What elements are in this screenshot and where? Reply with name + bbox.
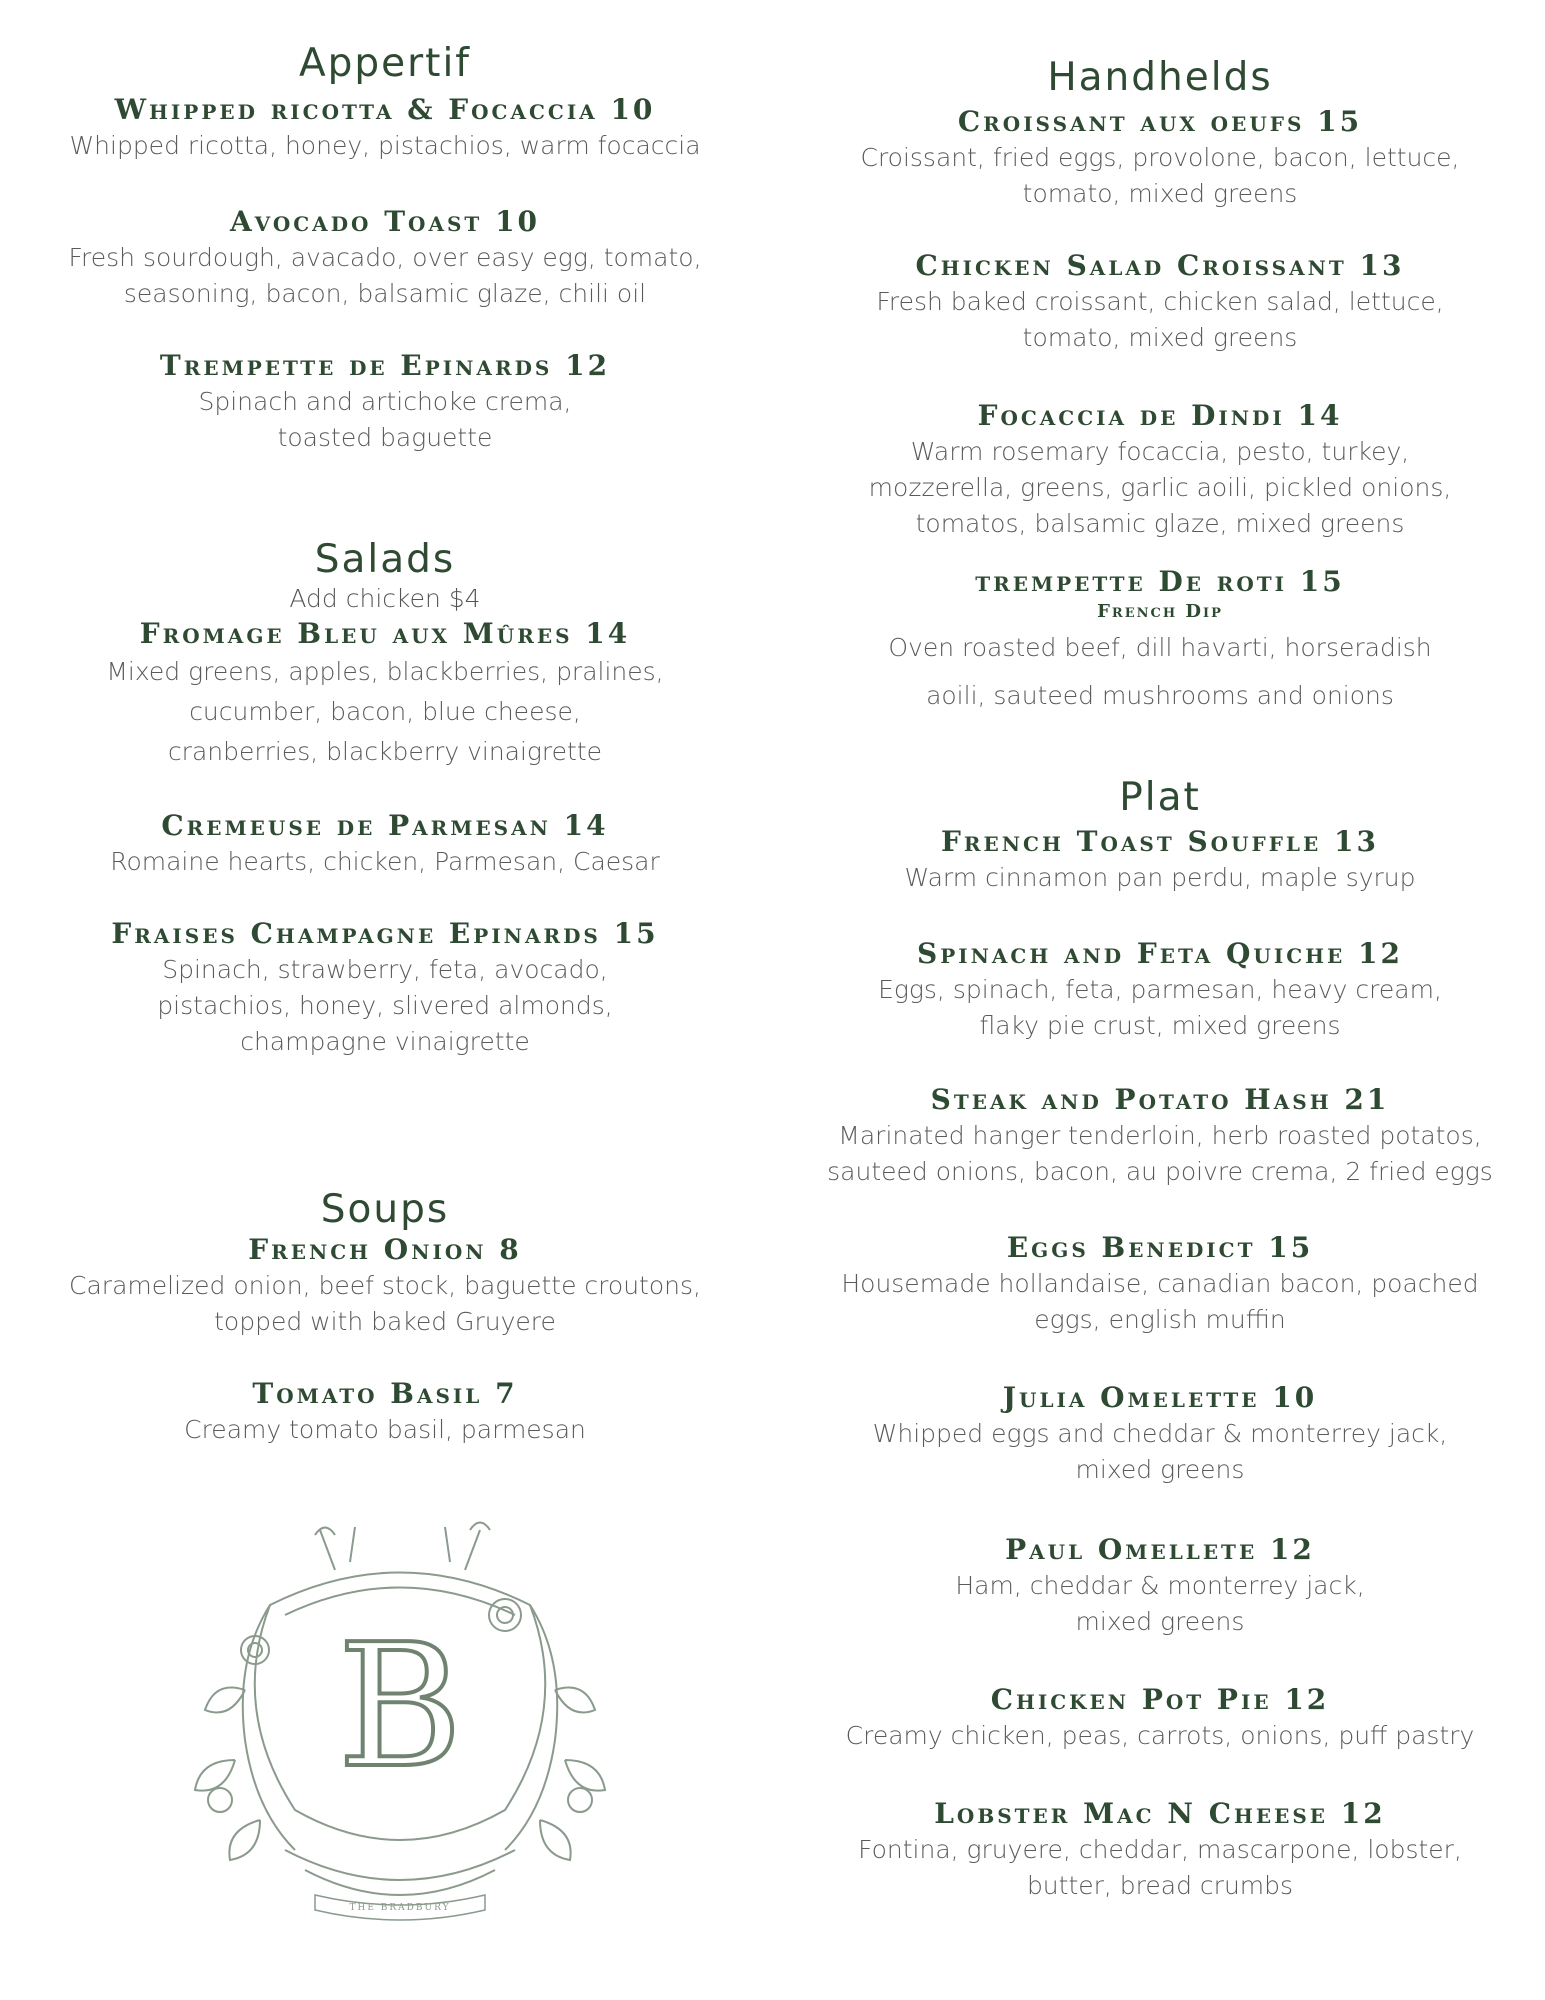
item-subtitle: French Dip <box>1097 601 1223 622</box>
item-name: Julia Omelette 10 <box>1002 1381 1318 1414</box>
item-description: Fresh sourdough, avacado, over easy egg, tomato, seasoning, bacon, balsamic glaze, chili oil <box>68 243 702 308</box>
item-description: Whipped ricotta, honey, pistachios, warm focaccia <box>69 131 701 160</box>
menu-item <box>800 936 1520 1044</box>
item-name: Avocado Toast 10 <box>229 205 541 238</box>
item-description: Creamy chicken, peas, carrots, onions, puff pastry <box>845 1721 1475 1750</box>
menu-item <box>40 1376 730 1448</box>
menu-item <box>800 248 1520 356</box>
item-name: Fromage Bleu aux Mûres 14 <box>139 617 631 650</box>
item-description: Spinach and artichoke crema, toasted baguette <box>198 387 572 452</box>
menu-item <box>40 616 730 772</box>
menu-item <box>800 1796 1520 1904</box>
item-description: Romaine hearts, chicken, Parmesan, Caesar <box>110 847 660 876</box>
section-note: Add chicken $4 <box>289 584 481 613</box>
item-name: Chicken Salad Croissant 13 <box>915 249 1405 282</box>
menu-item <box>800 564 1520 720</box>
item-name: Whipped ricotta & Focaccia 10 <box>114 93 656 126</box>
section-title-appertif: Appertif <box>298 41 472 86</box>
item-description: Oven roasted beef, dill havarti, horseradish aoili, sauteed mushrooms and onions <box>888 633 1432 710</box>
item-description: Ham, cheddar & monterrey jack, mixed greens <box>955 1571 1365 1636</box>
plat-section <box>800 776 1520 1904</box>
soups-section <box>40 1188 730 1448</box>
item-description: Croissant, fried eggs, provolone, bacon, lettuce, tomato, mixed greens <box>860 143 1460 208</box>
handhelds-section <box>800 56 1520 720</box>
section-title-handhelds: Handhelds <box>1047 55 1273 100</box>
item-description: Fontina, gruyere, cheddar, mascarpone, lobster, butter, bread crumbs <box>858 1835 1462 1900</box>
item-name: Croissant aux oeufs 15 <box>957 105 1363 138</box>
item-description: Spinach, strawberry, feta, avocado, pistachios, honey, slivered almonds, champagne vinaigrette <box>157 955 613 1056</box>
item-name: Cremeuse de Parmesan 14 <box>161 809 609 842</box>
menu-item <box>40 1232 730 1340</box>
item-name: Paul Omellete 12 <box>1005 1533 1315 1566</box>
menu-item <box>40 204 730 312</box>
section-title-plat: Plat <box>1119 775 1201 820</box>
menu-item <box>800 398 1520 542</box>
section-title-soups: Soups <box>320 1187 450 1232</box>
appertif-section <box>40 42 730 456</box>
item-description: Fresh baked croissant, chicken salad, lettuce, tomato, mixed greens <box>876 287 1444 352</box>
item-name: Steak and Potato Hash 21 <box>930 1083 1390 1116</box>
item-name: Eggs Benedict 15 <box>1006 1231 1314 1264</box>
item-name: Trempette de Epinards 12 <box>159 349 611 382</box>
menu-item <box>40 92 730 164</box>
menu-item <box>800 1532 1520 1640</box>
item-name: Focaccia de Dindi 14 <box>977 399 1343 432</box>
menu-item <box>800 1682 1520 1754</box>
salads-section <box>40 538 730 1060</box>
menu-item <box>800 1230 1520 1338</box>
section-title-salads: Salads <box>314 537 456 582</box>
menu-item <box>800 1082 1520 1190</box>
menu-item <box>800 104 1520 212</box>
menu-item <box>800 824 1520 896</box>
item-name: French Toast Souffle 13 <box>941 825 1379 858</box>
crest-monogram: B <box>337 1608 463 1806</box>
menu-item <box>40 808 730 880</box>
item-description: Whipped eggs and cheddar & monterrey jack, mixed greens <box>872 1419 1448 1484</box>
menu-item <box>800 1380 1520 1488</box>
bradbury-crest-logo <box>175 1510 625 1930</box>
item-name: trempette De roti 15 <box>975 565 1345 598</box>
menu-item <box>40 916 730 1060</box>
item-name: Fraises Champagne Epinards 15 <box>111 917 659 950</box>
item-name: Lobster Mac N Cheese 12 <box>934 1797 1386 1830</box>
right-vine <box>505 1605 557 1850</box>
item-name: Spinach and Feta Quiche 12 <box>916 937 1403 970</box>
item-description: Housemade hollandaise, canadian bacon, poached eggs, english muffin <box>841 1269 1479 1334</box>
item-description: Eggs, spinach, feta, parmesan, heavy cream, flaky pie crust, mixed greens <box>878 975 1442 1040</box>
left-vine <box>243 1605 295 1850</box>
item-name: Tomato Basil 7 <box>252 1377 518 1410</box>
menu-item <box>40 348 730 456</box>
item-name: Chicken Pot Pie 12 <box>990 1683 1330 1716</box>
item-description: Warm cinnamon pan perdu, maple syrup <box>904 863 1416 892</box>
item-description: Marinated hanger tenderloin, herb roasted potatos, sauteed onions, bacon, au poivre crema, 2 fried eggs <box>827 1121 1493 1186</box>
crest-banner-text: THE BRADBURY <box>349 1903 451 1913</box>
item-description: Caramelized onion, beef stock, baguette croutons, topped with baked Gruyere <box>69 1271 701 1336</box>
item-description: Creamy tomato basil, parmesan <box>184 1415 586 1444</box>
item-description: Mixed greens, apples, blackberries, pralines, cucumber, bacon, blue cheese, cranberries, blackberry vinaigrette <box>106 657 664 766</box>
item-description: Warm rosemary focaccia, pesto, turkey, mozzerella, greens, garlic aoili, pickled onions, tomatos, balsamic glaze, mixed greens <box>868 437 1452 538</box>
item-name: French Onion 8 <box>248 1233 522 1266</box>
